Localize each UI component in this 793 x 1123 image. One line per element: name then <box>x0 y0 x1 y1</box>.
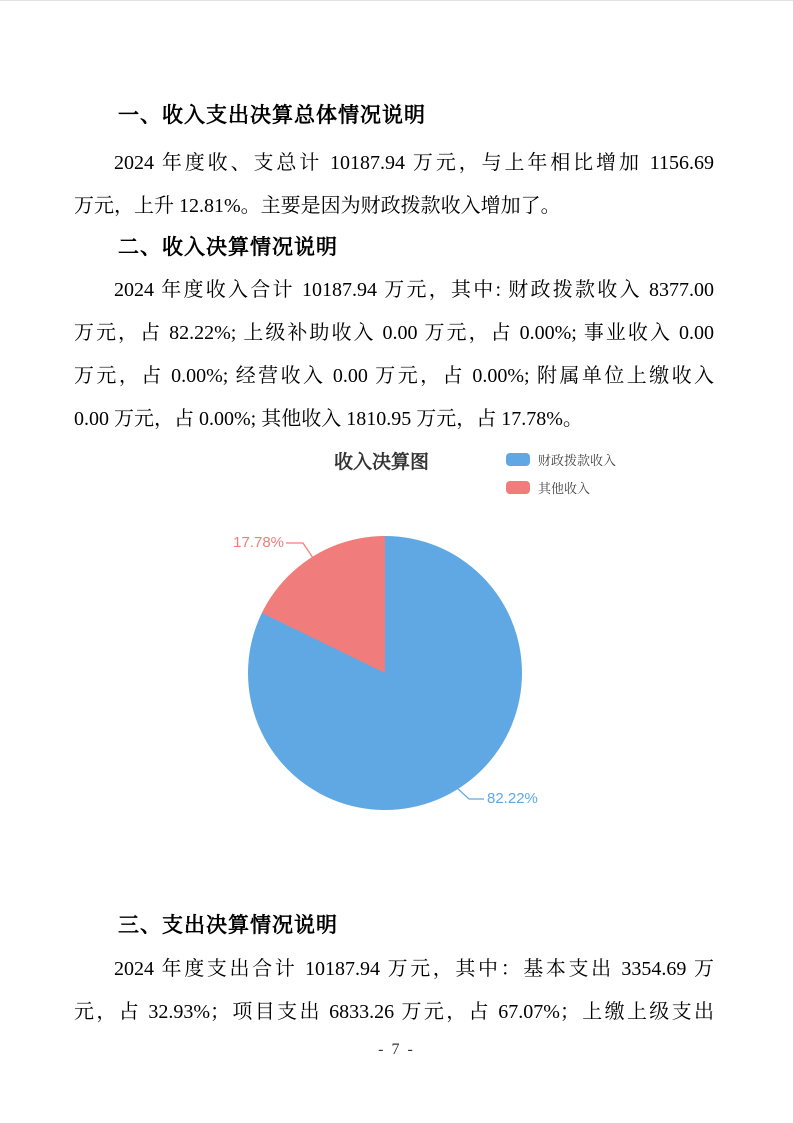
pie-label-fiscal: 82.22% <box>487 790 538 807</box>
legend-swatch-fiscal-icon <box>506 453 530 466</box>
section1-heading: 一、收入支出决算总体情况说明 <box>118 104 426 127</box>
chart-title: 收入决算图 <box>334 452 430 473</box>
section1-line2: 万元，上升 12.81%。主要是因为财政拨款收入增加了。 <box>74 195 561 217</box>
legend-label-fiscal: 财政拨款收入 <box>538 453 617 468</box>
section2-line3: 万元，占 0.00%; 经营收入 0.00 万元，占 0.00%; 附属单位上缴收入 <box>74 365 714 387</box>
section3-line1: 2024 年度支出合计 10187.94 万元，其中：基本支出 3354.69 万 <box>114 958 714 980</box>
section2-line1: 2024 年度收入合计 10187.94 万元，其中: 财政拨款收入 8377.00 <box>114 279 714 301</box>
page-number: - 7 - <box>378 1041 415 1058</box>
section1-line1: 2024 年度收、支总计 10187.94 万元，与上年相比增加 1156.69 <box>114 152 714 174</box>
section3-heading: 三、支出决算情况说明 <box>118 914 338 937</box>
legend-label-other: 其他收入 <box>538 481 591 496</box>
legend-item-other <box>506 478 616 497</box>
chart-legend <box>506 450 616 506</box>
section2-heading: 二、收入决算情况说明 <box>118 236 338 259</box>
pie-chart <box>248 536 522 810</box>
section2-line2: 万元，占 82.22%; 上级补助收入 0.00 万元，占 0.00%; 事业收入 0.00 <box>74 322 714 344</box>
legend-item-fiscal <box>506 450 616 469</box>
pie-label-other: 17.78% <box>233 534 284 551</box>
section3-line2: 元，占 32.93%；项目支出 6833.26 万元，占 67.07%；上缴上级支出 <box>74 1001 714 1023</box>
section2-line4: 0.00 万元，占 0.00%; 其他收入 1810.95 万元，占 17.78%。 <box>74 408 583 430</box>
legend-swatch-other-icon <box>506 481 530 494</box>
